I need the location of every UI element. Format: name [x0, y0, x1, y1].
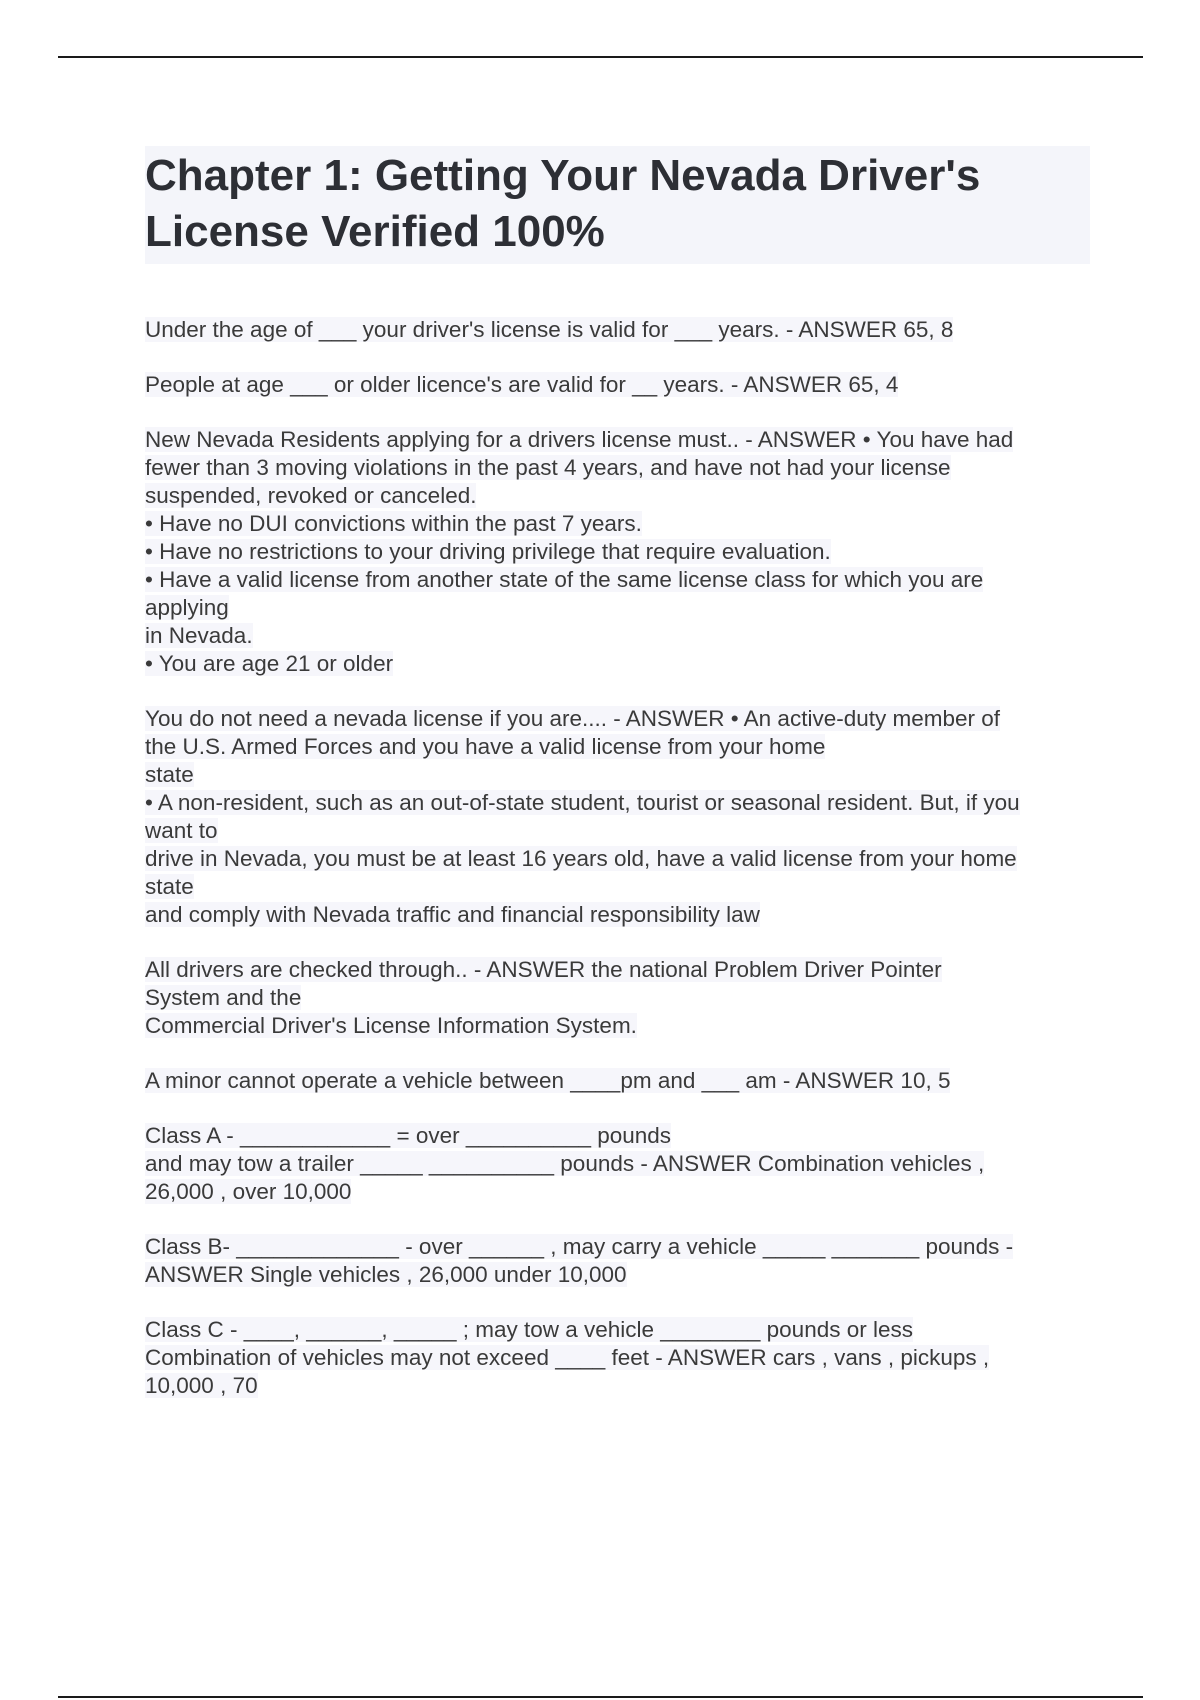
qa-line: [145, 1372, 1090, 1400]
qa-line-text: and may tow a trailer _____ __________ pounds - ANSWER Combination vehicles ,: [145, 1151, 985, 1176]
qa-line-text: Class B- _____________ - over ______ , may carry a vehicle _____ _______ pounds -: [145, 1234, 1014, 1259]
bottom-rule: [58, 1696, 1143, 1698]
qa-line: [145, 482, 1090, 510]
qa-line-text: System and the: [145, 985, 302, 1010]
qa-line: [145, 650, 1090, 678]
qa-item: [145, 1122, 1090, 1206]
qa-line: [145, 594, 1090, 622]
qa-line: [145, 1261, 1090, 1289]
qa-line-text: 26,000 , over 10,000: [145, 1179, 352, 1204]
qa-line: [145, 761, 1090, 789]
qa-line: [145, 566, 1090, 594]
qa-line: [145, 901, 1090, 929]
qa-line: [145, 371, 1090, 399]
qa-line: [145, 845, 1090, 873]
qa-line-text: • You are age 21 or older: [145, 651, 394, 676]
top-rule: [58, 56, 1143, 58]
qa-line-text: Class A - ____________ = over __________ pounds: [145, 1123, 672, 1148]
qa-line-text: Combination of vehicles may not exceed ____ feet - ANSWER cars , vans , pickups ,: [145, 1345, 990, 1370]
qa-line-text: Commercial Driver's License Information System.: [145, 1013, 637, 1038]
qa-item: [145, 371, 1090, 399]
qa-line-text: All drivers are checked through.. - ANSWER the national Problem Driver Pointer: [145, 957, 942, 982]
qa-line-text: A minor cannot operate a vehicle between ____pm and ___ am - ANSWER 10, 5: [145, 1068, 951, 1093]
qa-line: [145, 510, 1090, 538]
qa-line: [145, 622, 1090, 650]
qa-line-text: 10,000 , 70: [145, 1373, 258, 1398]
qa-line-text: Under the age of ___ your driver's license is valid for ___ years. - ANSWER 65, 8: [145, 317, 954, 342]
qa-item: [145, 1316, 1090, 1400]
qa-item: [145, 956, 1090, 1040]
qa-line: [145, 1178, 1090, 1206]
qa-item: [145, 316, 1090, 344]
qa-line: [145, 733, 1090, 761]
qa-line: [145, 1344, 1090, 1372]
qa-line: [145, 454, 1090, 482]
qa-item: [145, 1233, 1090, 1289]
qa-line-text: fewer than 3 moving violations in the past 4 years, and have not had your license: [145, 455, 951, 480]
qa-list: [145, 316, 1090, 1400]
qa-line: [145, 817, 1090, 845]
qa-line: [145, 789, 1090, 817]
qa-line: [145, 1150, 1090, 1178]
qa-line: [145, 426, 1090, 454]
qa-line-text: state: [145, 874, 194, 899]
qa-line-text: drive in Nevada, you must be at least 16 years old, have a valid license from your home: [145, 846, 1017, 871]
qa-item: [145, 426, 1090, 678]
qa-line-text: want to: [145, 818, 218, 843]
qa-line-text: People at age ___ or older licence's are valid for __ years. - ANSWER 65, 4: [145, 372, 899, 397]
qa-line: [145, 1067, 1090, 1095]
qa-item: [145, 705, 1090, 929]
qa-line: [145, 1012, 1090, 1040]
page-title: Chapter 1: Getting Your Nevada Driver's License Verified 100%: [145, 151, 981, 256]
qa-line: [145, 1316, 1090, 1344]
qa-line-text: • A non-resident, such as an out-of-state student, tourist or seasonal resident. But, if you: [145, 790, 1020, 815]
qa-line-text: • Have no restrictions to your driving privilege that require evaluation.: [145, 539, 831, 564]
qa-line-text: applying: [145, 595, 229, 620]
qa-line-text: New Nevada Residents applying for a drivers license must.. - ANSWER • You have had: [145, 427, 1014, 452]
qa-line: [145, 873, 1090, 901]
qa-line-text: Class C - ____, ______, _____ ; may tow a vehicle ________ pounds or less: [145, 1317, 913, 1342]
qa-line: [145, 984, 1090, 1012]
qa-line-text: and comply with Nevada traffic and financial responsibility law: [145, 902, 760, 927]
qa-line: [145, 1233, 1090, 1261]
qa-line-text: state: [145, 762, 194, 787]
document-body: [145, 146, 1090, 1427]
qa-line: [145, 705, 1090, 733]
qa-line: [145, 538, 1090, 566]
qa-line-text: the U.S. Armed Forces and you have a valid license from your home: [145, 734, 826, 759]
qa-line: [145, 1122, 1090, 1150]
qa-item: [145, 1067, 1090, 1095]
qa-line-text: • Have a valid license from another state of the same license class for which you are: [145, 567, 984, 592]
title-block: [145, 146, 1090, 264]
qa-line: [145, 316, 1090, 344]
qa-line-text: suspended, revoked or canceled.: [145, 483, 477, 508]
qa-line: [145, 956, 1090, 984]
qa-line-text: • Have no DUI convictions within the past 7 years.: [145, 511, 642, 536]
qa-line-text: in Nevada.: [145, 623, 253, 648]
qa-line-text: ANSWER Single vehicles , 26,000 under 10,000: [145, 1262, 627, 1287]
qa-line-text: You do not need a nevada license if you are.... - ANSWER • An active-duty member of: [145, 706, 1001, 731]
